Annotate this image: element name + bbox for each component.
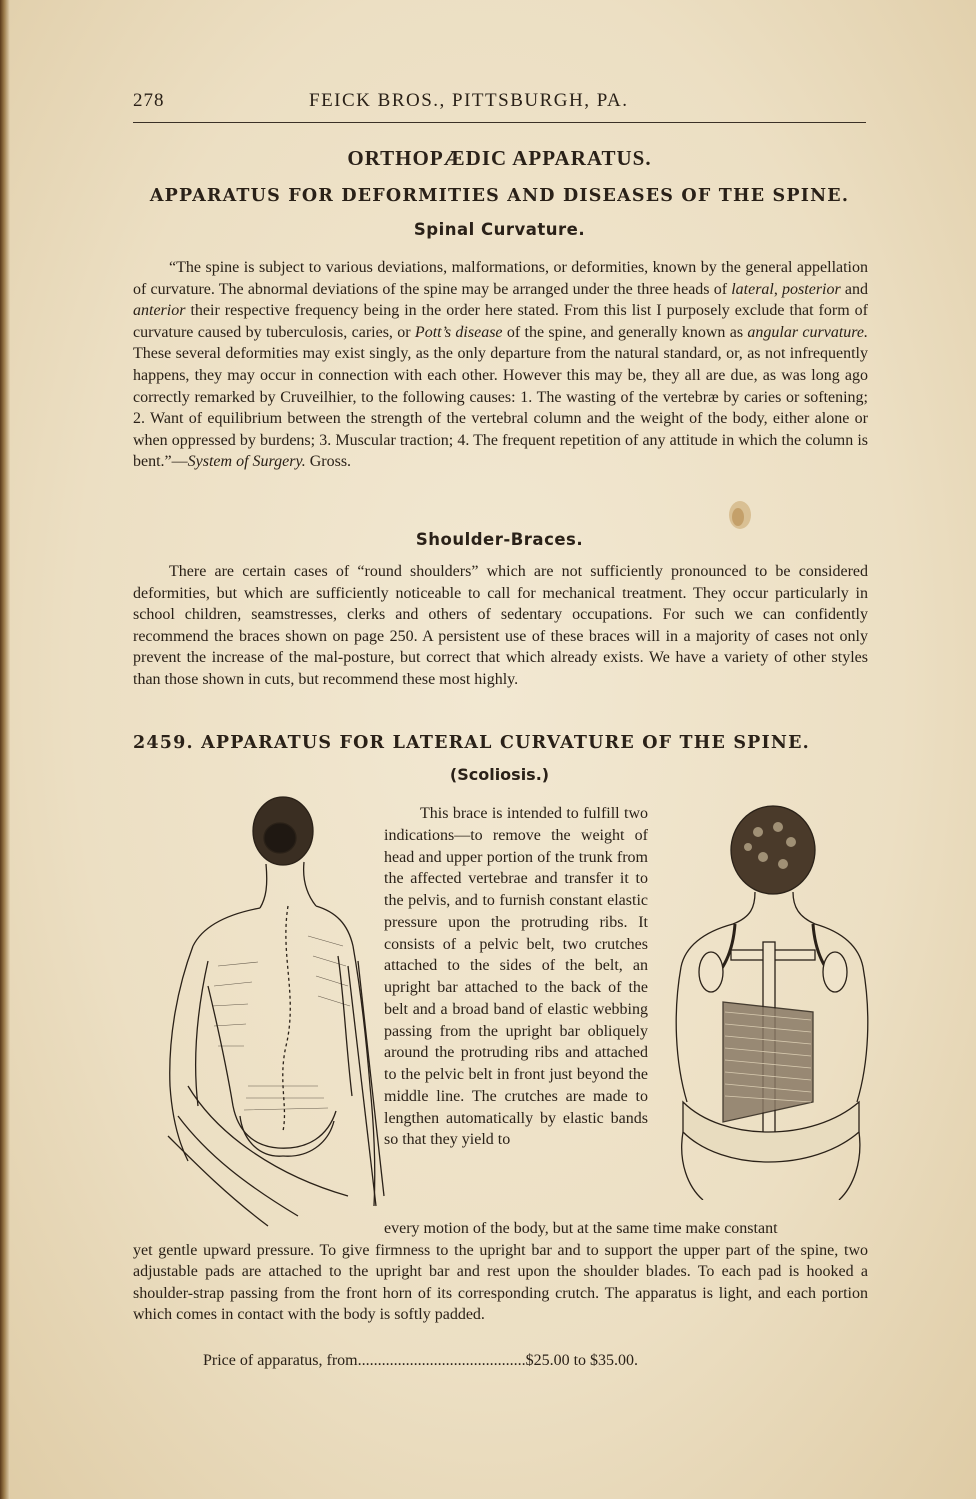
continuation-rest: yet gentle upward pressure. To give firmness to the upright bar and to support the upper part of the spine, two adjustable pads are attached to the upright bar and rest upon the shoulder blades. To each pad is hooked a shoulder-strap passing from the front horn of its corresponding crutch. The apparatus is light, and each portion which comes in contact with the body is softly padded. [133,1241,868,1324]
scoliosis-back-illustration [148,786,388,1232]
shoulder-braces-heading: Shoulder-Braces. [415,530,584,549]
page-header [133,90,866,116]
binding-edge [0,0,10,1499]
lateral-curvature-brace-illustration [663,802,873,1200]
continuation-first-line: every motion of the body, but at the same time make constant [384,1220,778,1237]
brace-description-column [384,803,648,1151]
price-value: $25.00 to $35.00. [525,1352,639,1369]
main-heading: ORTHOPÆDIC APPARATUS. [347,146,652,170]
running-title: FEICK BROS., PITTSBURGH, PA. [309,90,629,111]
spinal-curvature-heading: Spinal Curvature. [413,220,586,239]
price-line [203,1352,638,1370]
brace-description-continuation [133,1218,868,1326]
brace-description-text: This brace is intended to fulfill two indications—to remove the weight of head and upper portion of the trunk from the affected vertebrae and transfer it to the pelvis, and to furnish constant elastic pressure upon the protruding ribs. It consists of a pelvic belt, two crutches attached to the sides of the belt, an upright bar attached to the back of the belt and a broad band of elastic webbing passing from the upright bar obliquely around the protruding ribs and attached to the pelvic belt in front just beyond the middle line. The crutches are made to lengthen automatically by elastic bands so that they yield to [384,805,648,1149]
price-leader-dots: .......................................... [357,1352,526,1369]
price-label: Price of apparatus, from [203,1352,358,1369]
item-subtitle: (Scoliosis.) [449,765,550,784]
shoulder-braces-paragraph: There are certain cases of “round shoulders” which are not sufficiently pronounced to be considered deformities, but which are sufficiently noticeable to call for mechanical treatment. They occur particularly in school children, seamstresses, clerks and others of sedentary occupations. For such we can confidently recommend the braces shown on page 250. A persistent use of these braces will in a majority of cases not only prevent the increase of the mal-posture, but correct that which already exists. We have a variety of other styles than those shown in cuts, but recommend these most highly. [133,563,868,688]
spinal-curvature-paragraph: “The spine is subject to various deviations, malformations, or deformities, known by the general appellation of curvature. The abnormal deviations of the spine may be arranged under the three heads of lateral, posterior and anterior their respective frequency being in the order here stated. From this list I purposely exclude that form of curvature caused by tuberculosis, caries, or Pott’s disease of the spine, and generally known as angular curvature. These several deformities may exist singly, as the only departure from the natural standard, or, as not infrequently happens, they may occur in connection with each other. However this may be, they all are due, as was long ago correctly remarked by Cruveilhier, to the following causes: 1. The wasting of the vertebræ by caries or softening; 2. Want of equilibrium between the strength of the vertebral column and the weight of the body, either alone or when oppressed by burdens; 3. Muscular traction; 4. The frequent repetition of any attitude in which the column is bent.”—System of Surgery. Gross. [133,259,869,471]
section-heading: APPARATUS FOR DEFORMITIES AND DISEASES OF THE SPINE. [149,186,850,206]
item-title: 2459. APPARATUS FOR LATERAL CURVATURE OF THE SPINE. [133,733,810,753]
header-rule [133,122,866,123]
page-number: 278 [133,90,165,111]
